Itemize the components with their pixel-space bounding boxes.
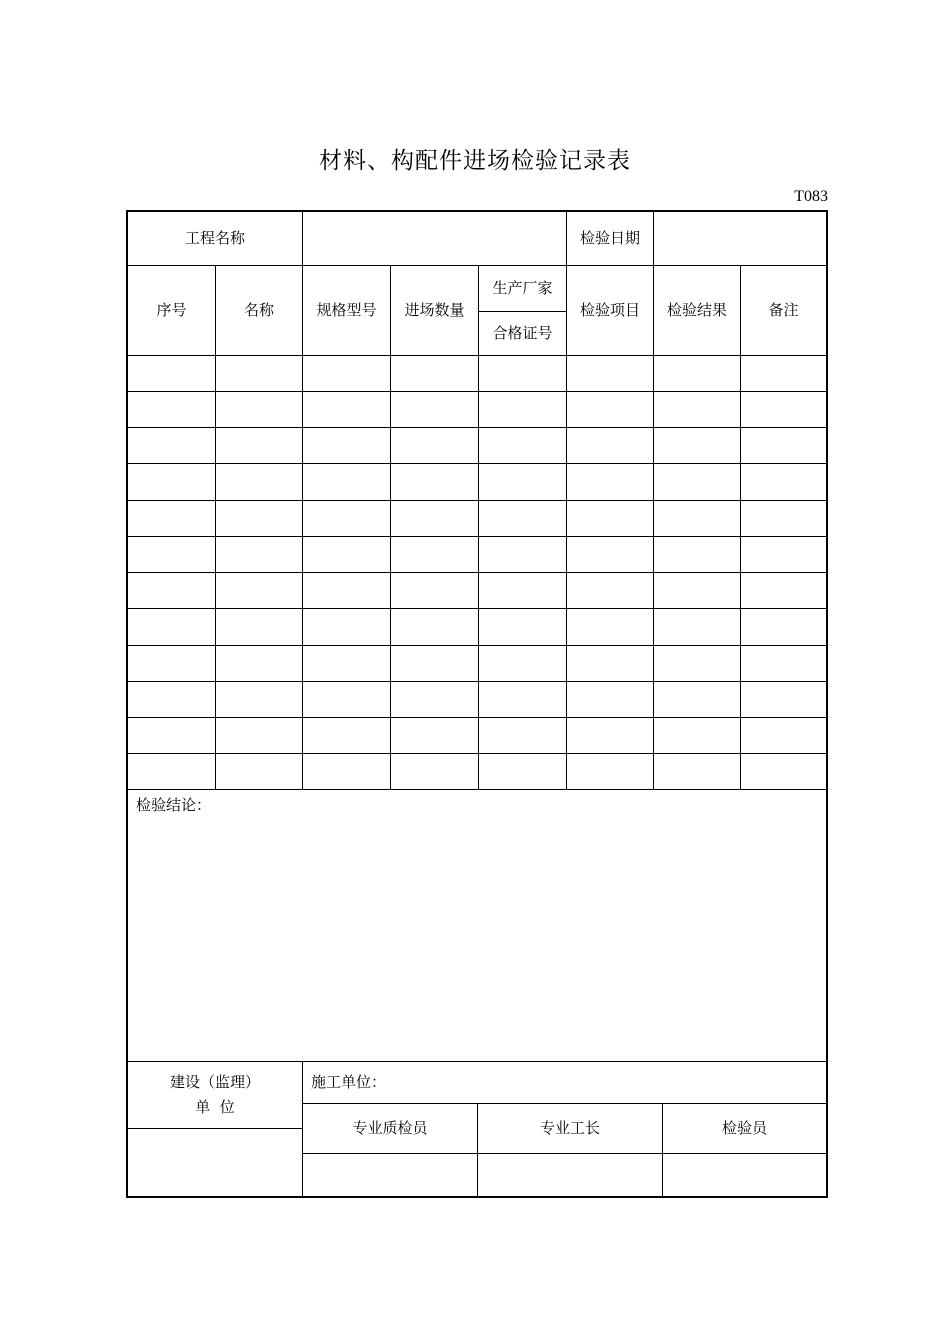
table-cell[interactable]	[391, 573, 478, 608]
table-cell[interactable]	[567, 428, 653, 463]
foreman-signature-field[interactable]	[478, 1154, 662, 1198]
table-cell[interactable]	[303, 537, 390, 572]
owner-signature-field[interactable]	[128, 1129, 302, 1198]
table-cell[interactable]	[216, 537, 302, 572]
table-cell[interactable]	[303, 754, 390, 789]
inspector-label: 检验员	[721, 1119, 767, 1137]
quality-inspector-signature-field[interactable]	[303, 1154, 477, 1198]
table-cell[interactable]	[128, 609, 215, 644]
table-cell[interactable]	[479, 682, 566, 717]
table-cell[interactable]	[303, 646, 390, 681]
table-cell[interactable]	[479, 646, 566, 681]
col-header-remark: 备注	[768, 301, 799, 319]
table-cell[interactable]	[741, 537, 826, 572]
table-cell[interactable]	[216, 609, 302, 644]
table-cell[interactable]	[216, 464, 302, 499]
inspect-date-field[interactable]	[654, 212, 826, 265]
contractor-label: 施工单位：	[311, 1073, 387, 1091]
table-cell[interactable]	[479, 356, 566, 391]
table-cell[interactable]	[303, 464, 390, 499]
project-name-label: 工程名称	[184, 229, 245, 247]
table-cell[interactable]	[567, 754, 653, 789]
table-cell[interactable]	[654, 609, 740, 644]
table-cell[interactable]	[128, 537, 215, 572]
table-cell[interactable]	[741, 573, 826, 608]
table-cell[interactable]	[391, 464, 478, 499]
table-cell[interactable]	[654, 754, 740, 789]
table-cell[interactable]	[654, 392, 740, 427]
table-cell[interactable]	[567, 646, 653, 681]
table-cell[interactable]	[741, 609, 826, 644]
col-header-qty: 进场数量	[404, 301, 465, 319]
foreman-label: 专业工长	[539, 1119, 600, 1137]
table-cell[interactable]	[567, 501, 653, 536]
table-cell[interactable]	[479, 537, 566, 572]
table-cell[interactable]	[216, 356, 302, 391]
table-cell[interactable]	[654, 428, 740, 463]
table-cell[interactable]	[303, 428, 390, 463]
table-cell[interactable]	[479, 718, 566, 753]
table-cell[interactable]	[128, 392, 215, 427]
table-cell[interactable]	[128, 464, 215, 499]
table-cell[interactable]	[567, 392, 653, 427]
table-cell[interactable]	[391, 754, 478, 789]
conclusion-label: 检验结论：	[136, 795, 212, 814]
table-cell[interactable]	[128, 646, 215, 681]
table-cell[interactable]	[128, 573, 215, 608]
table-cell[interactable]	[391, 428, 478, 463]
table-cell[interactable]	[391, 609, 478, 644]
table-cell[interactable]	[128, 501, 215, 536]
table-cell[interactable]	[391, 356, 478, 391]
table-cell[interactable]	[654, 573, 740, 608]
table-cell[interactable]	[741, 501, 826, 536]
table-cell[interactable]	[391, 646, 478, 681]
table-cell[interactable]	[391, 392, 478, 427]
col-header-name: 名称	[243, 301, 274, 319]
table-cell[interactable]	[741, 646, 826, 681]
table-cell[interactable]	[741, 682, 826, 717]
table-cell[interactable]	[654, 464, 740, 499]
table-cell[interactable]	[128, 428, 215, 463]
table-cell[interactable]	[216, 718, 302, 753]
table-cell[interactable]	[216, 501, 302, 536]
conclusion-field[interactable]	[128, 822, 826, 1060]
inspector-signature-field[interactable]	[663, 1154, 826, 1198]
form-code: T083	[794, 188, 828, 205]
table-cell[interactable]	[128, 718, 215, 753]
col-header-manufacturer: 生产厂家	[492, 279, 553, 297]
table-cell[interactable]	[391, 682, 478, 717]
table-cell[interactable]	[741, 754, 826, 789]
table-cell[interactable]	[128, 356, 215, 391]
table-cell[interactable]	[391, 537, 478, 572]
table-cell[interactable]	[303, 501, 390, 536]
table-cell[interactable]	[303, 573, 390, 608]
col-header-spec: 规格型号	[316, 301, 377, 319]
table-cell[interactable]	[391, 718, 478, 753]
table-cell[interactable]	[654, 646, 740, 681]
table-cell[interactable]	[479, 428, 566, 463]
table-cell[interactable]	[741, 428, 826, 463]
table-cell[interactable]	[567, 718, 653, 753]
table-cell[interactable]	[128, 754, 215, 789]
table-cell[interactable]	[479, 392, 566, 427]
table-cell[interactable]	[303, 609, 390, 644]
table-cell[interactable]	[216, 754, 302, 789]
table-cell[interactable]	[479, 464, 566, 499]
table-cell[interactable]	[479, 754, 566, 789]
project-name-field[interactable]	[303, 212, 566, 265]
table-cell[interactable]	[567, 537, 653, 572]
table-cell[interactable]	[741, 718, 826, 753]
table-cell[interactable]	[567, 682, 653, 717]
inspect-date-label: 检验日期	[579, 229, 640, 247]
table-cell[interactable]	[741, 392, 826, 427]
table-cell[interactable]	[654, 682, 740, 717]
table-cell[interactable]	[391, 501, 478, 536]
table-cell[interactable]	[654, 537, 740, 572]
table-cell[interactable]	[303, 682, 390, 717]
table-cell[interactable]	[567, 356, 653, 391]
table-cell[interactable]	[567, 573, 653, 608]
col-header-result: 检验结果	[666, 301, 727, 319]
inspection-record-form	[126, 210, 828, 1198]
table-cell[interactable]	[216, 573, 302, 608]
table-cell[interactable]	[216, 646, 302, 681]
table-cell[interactable]	[303, 356, 390, 391]
col-header-item: 检验项目	[579, 301, 640, 319]
table-cell[interactable]	[567, 464, 653, 499]
table-cell[interactable]	[741, 464, 826, 499]
table-cell[interactable]	[654, 718, 740, 753]
col-header-seq: 序号	[156, 301, 187, 319]
table-cell[interactable]	[654, 356, 740, 391]
owner-label-line1: 建设（监理）	[169, 1073, 260, 1091]
table-cell[interactable]	[216, 392, 302, 427]
table-cell[interactable]	[128, 682, 215, 717]
table-cell[interactable]	[567, 609, 653, 644]
table-cell[interactable]	[654, 501, 740, 536]
table-cell[interactable]	[479, 573, 566, 608]
table-cell[interactable]	[216, 682, 302, 717]
table-cell[interactable]	[303, 392, 390, 427]
col-header-cert-no: 合格证号	[492, 324, 553, 342]
table-cell[interactable]	[479, 501, 566, 536]
table-cell[interactable]	[479, 609, 566, 644]
owner-unit-label	[128, 1062, 302, 1128]
owner-label-line2: 单 位	[195, 1098, 235, 1116]
quality-inspector-label: 专业质检员	[352, 1119, 428, 1137]
table-cell[interactable]	[741, 356, 826, 391]
form-title: 材料、构配件进场检验记录表	[319, 148, 631, 174]
table-cell[interactable]	[216, 428, 302, 463]
table-cell[interactable]	[303, 718, 390, 753]
